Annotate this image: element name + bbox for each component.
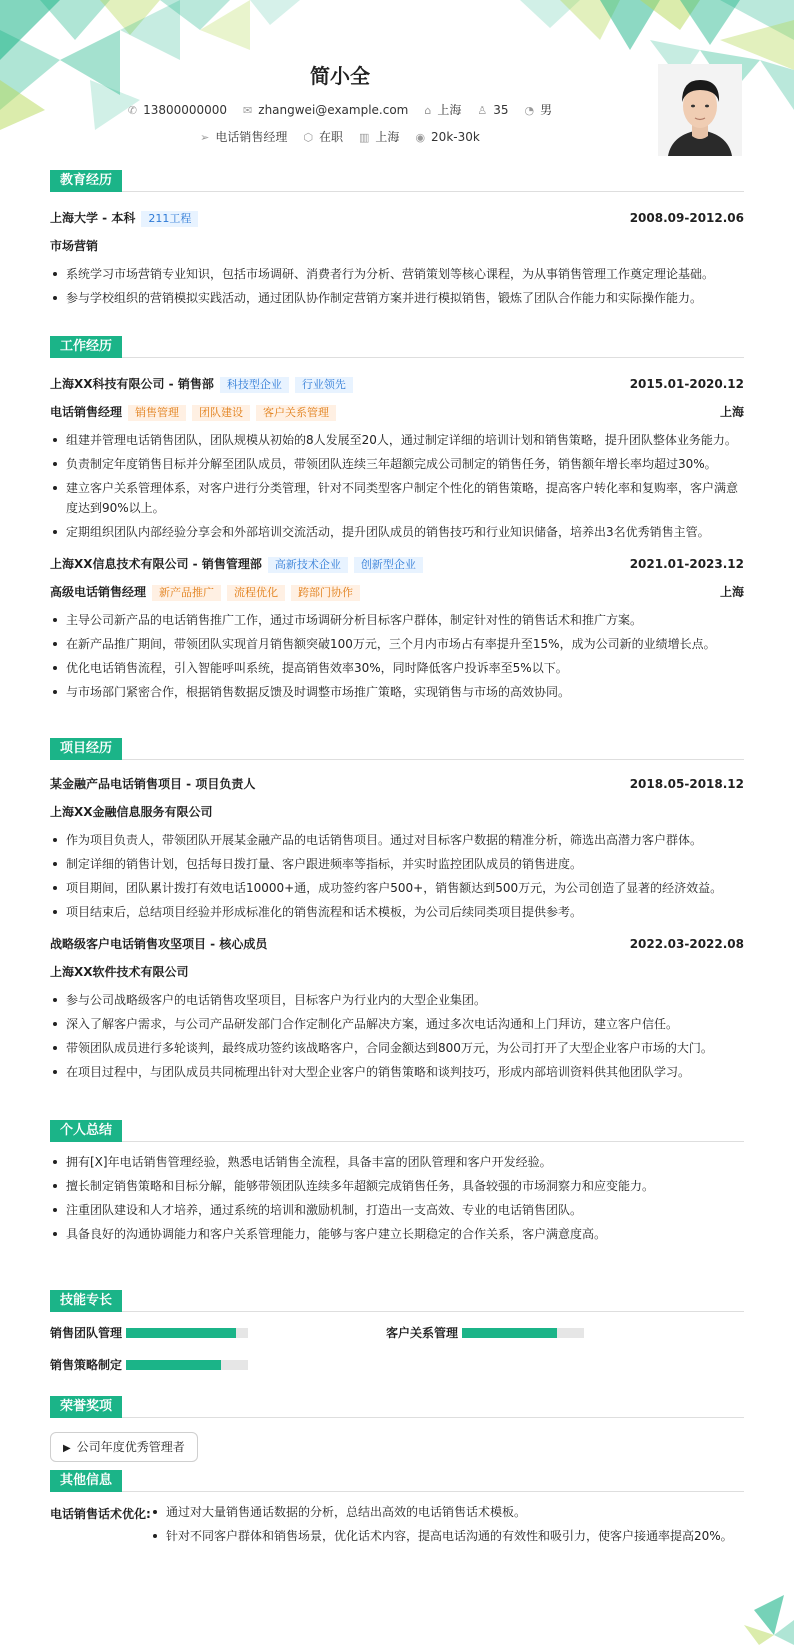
bullet-item: 系统学习市场营销专业知识，包括市场调研、消费者行为分析、营销策划等核心课程，为从事销售管理工作奠定理论基础。 — [50, 264, 744, 284]
skill-bar-fill — [126, 1360, 221, 1370]
job-title: 高级电话销售经理 — [50, 585, 147, 599]
header-item-text: 上海 — [375, 130, 400, 144]
job-role-row — [50, 398, 744, 426]
skill-tag: 销售管理 — [128, 405, 186, 421]
project-section — [50, 738, 744, 1086]
home-icon: ⌂ — [424, 104, 432, 117]
skill-tag: 流程优化 — [227, 585, 285, 601]
company-tag: 高新技术企业 — [268, 557, 348, 573]
job-header — [50, 550, 744, 578]
award-item[interactable] — [50, 1432, 198, 1462]
section-title-summary: 个人总结 — [50, 1120, 122, 1142]
header-item-text: 35 — [493, 103, 509, 117]
bullet-item: 项目结束后，总结项目经验并形成标准化的销售流程和话术模板，为公司后续同类项目提供参考。 — [50, 902, 744, 922]
major — [50, 232, 744, 260]
resume-header — [0, 0, 794, 160]
company-tag: 科技型企业 — [220, 377, 289, 393]
play-icon: ▶ — [63, 1443, 71, 1454]
salary-icon: ◉ — [415, 131, 426, 144]
project-list — [50, 770, 744, 1082]
age-icon: ♙ — [477, 104, 488, 117]
bullet-item: 作为项目负责人，带领团队开展某金融产品的电话销售项目。通过对目标客户数据的精准分析，筛选出高潜力客户群体。 — [50, 830, 744, 850]
header-item — [128, 103, 227, 117]
school-tag: 211工程 — [141, 211, 198, 227]
awards-section — [50, 1396, 744, 1462]
project-company: 上海XX软件技术有限公司 — [50, 965, 189, 979]
section-title-projects: 项目经历 — [50, 738, 122, 760]
gender-icon: ◔ — [524, 104, 535, 117]
job-header — [50, 370, 744, 398]
avatar — [658, 64, 742, 156]
section-title-education: 教育经历 — [50, 170, 122, 192]
send-icon: ➢ — [200, 131, 210, 144]
company-name: 上海XX科技有限公司 - 销售部 — [50, 377, 214, 391]
section-title-other: 其他信息 — [50, 1470, 122, 1492]
other-section — [50, 1470, 744, 1550]
skill-bar — [126, 1328, 248, 1338]
header-item-text: 电话销售经理 — [215, 130, 288, 144]
skill-tag: 跨部门协作 — [291, 585, 360, 601]
award-name: 公司年度优秀管理者 — [76, 1440, 185, 1454]
project-company: 上海XX金融信息服务有限公司 — [50, 805, 213, 819]
project-name: 某金融产品电话销售项目 - 项目负责人 — [50, 777, 256, 791]
company-tag: 行业领先 — [295, 377, 353, 393]
bullet-item: 在新产品推广期间，带领团队实现首月销售额突破100万元，三个月内市场占有率提升至15%，成为公司新的业绩增长点。 — [50, 634, 744, 654]
bullet-item: 带领团队成员进行多轮谈判，最终成功签约该战略客户，合同金额达到800万元，为公司打开了大型企业客户市场的大门。 — [50, 1038, 744, 1058]
header-item-text: 在职 — [319, 130, 344, 144]
job-bullets — [50, 430, 744, 542]
job-title: 电话销售经理 — [50, 405, 123, 419]
bullet-item: 在项目过程中，与团队成员共同梳理出针对大型企业客户的销售策略和谈判技巧，形成内部培训资料供其他团队学习。 — [50, 1062, 744, 1082]
bullet-item: 参与学校组织的营销模拟实践活动，通过团队协作制定营销方案并进行模拟销售，锻炼了团队合作能力和实际操作能力。 — [50, 288, 744, 308]
building-icon: ▥ — [359, 131, 370, 144]
skill-bar — [126, 1360, 248, 1370]
header-item-text: 20k-30k — [431, 130, 480, 144]
project-bullets — [50, 990, 744, 1082]
project-header — [50, 770, 744, 798]
job-role-row — [50, 578, 744, 606]
section-title-awards: 荣誉奖项 — [50, 1396, 122, 1418]
other-item — [50, 1502, 744, 1546]
status-icon: ⬡ — [303, 131, 313, 144]
skill-tag: 团队建设 — [192, 405, 250, 421]
header-item — [477, 103, 508, 117]
work-list — [50, 370, 744, 702]
education-bullets — [50, 264, 744, 308]
job-city: 上海 — [719, 405, 744, 419]
email-icon: ✉ — [243, 104, 253, 117]
header-item — [525, 101, 553, 118]
candidate-name: 简小全 — [310, 64, 370, 88]
skill-name: 销售策略制定 — [50, 1358, 123, 1372]
project-date: 2018.05-2018.12 — [629, 777, 744, 791]
other-label: 电话销售话术优化: — [50, 1507, 151, 1521]
bullet-item: 参与公司战略级客户的电话销售攻坚项目，目标客户为行业内的大型企业集团。 — [50, 990, 744, 1010]
job-intent-row — [0, 128, 680, 145]
job-bullets — [50, 610, 744, 702]
header-item — [243, 103, 408, 117]
skill-bar-fill — [462, 1328, 557, 1338]
skill-bar-fill — [126, 1328, 236, 1338]
footer-decoration — [734, 1585, 794, 1645]
bullet-item: 针对不同客户群体和销售场景，优化话术内容，提高电话沟通的有效性和吸引力，使客户接通率提高20%。 — [150, 1526, 744, 1546]
contact-row — [0, 101, 680, 118]
header-item — [424, 101, 461, 118]
education-entry-header — [50, 204, 744, 232]
job-city: 上海 — [719, 585, 744, 599]
major-name: 市场营销 — [50, 239, 99, 253]
skill-tag: 客户关系管理 — [256, 405, 336, 421]
education-section — [50, 170, 744, 312]
bullet-item: 负责制定年度销售目标并分解至团队成员，带领团队连续三年超额完成公司制定的销售任务，销售额年增长率均超过30%。 — [50, 454, 744, 474]
bullet-item: 注重团队建设和人才培养，通过系统的培训和激励机制，打造出一支高效、专业的电话销售团队。 — [50, 1200, 744, 1220]
project-name: 战略级客户电话销售攻坚项目 - 核心成员 — [50, 937, 268, 951]
work-section — [50, 336, 744, 706]
project-bullets — [50, 830, 744, 922]
bullet-item: 优化电话销售流程，引入智能呼叫系统，提高销售效率30%，同时降低客户投诉率至5%以下。 — [50, 658, 744, 678]
header-item — [415, 130, 479, 144]
skill-bar — [462, 1328, 584, 1338]
bullet-item: 主导公司新产品的电话销售推广工作，通过市场调研分析目标客户群体，制定针对性的销售话术和推广方案。 — [50, 610, 744, 630]
bullet-item: 通过对大量销售通话数据的分析，总结出高效的电话销售话术模板。 — [150, 1502, 744, 1522]
bullet-item: 拥有[X]年电话销售管理经验，熟悉电话销售全流程，具备丰富的团队管理和客户开发经验。 — [50, 1152, 744, 1172]
header-item-text: zhangwei@example.com — [258, 103, 409, 117]
project-company-row — [50, 958, 744, 986]
header-item-text: 上海 — [437, 103, 462, 117]
bullet-item: 定期组织团队内部经验分享会和外部培训交流活动，提升团队成员的销售技巧和行业知识储备，培养出3名优秀销售主管。 — [50, 522, 744, 542]
project-company-row — [50, 798, 744, 826]
summary-bullets — [50, 1152, 744, 1244]
bullet-item: 具备良好的沟通协调能力和客户关系管理能力，能够与客户建立长期稳定的合作关系，客户满意度高。 — [50, 1224, 744, 1244]
job-date: 2021.01-2023.12 — [629, 557, 744, 571]
bullet-item: 与市场部门紧密合作，根据销售数据反馈及时调整市场推广策略，实现销售与市场的高效协同。 — [50, 682, 744, 702]
bullet-item: 制定详细的销售计划，包括每日拨打量、客户跟进频率等指标，并实时监控团队成员的销售进度。 — [50, 854, 744, 874]
section-title-skills: 技能专长 — [50, 1290, 122, 1312]
summary-section — [50, 1120, 744, 1248]
phone-icon: ✆ — [127, 104, 138, 117]
bullet-item: 擅长制定销售策略和目标分解，能够带领团队连续多年超额完成销售任务，具备较强的市场洞察力和应变能力。 — [50, 1176, 744, 1196]
bullet-item: 组建并管理电话销售团队，团队规模从初始的8人发展至20人，通过制定详细的培训计划和销售策略，提升团队整体业务能力。 — [50, 430, 744, 450]
bullet-item: 项目期间，团队累计拨打有效电话10000+通，成功签约客户500+，销售额达到500万元，为公司创造了显著的经济效益。 — [50, 878, 744, 898]
project-date: 2022.03-2022.08 — [629, 937, 744, 951]
skill-name: 销售团队管理 — [50, 1326, 123, 1340]
school-name: 上海大学 - 本科 — [50, 211, 136, 225]
other-bullets — [150, 1502, 744, 1546]
award-list — [50, 1432, 744, 1462]
section-title-work: 工作经历 — [50, 336, 122, 358]
header-item-text: 13800000000 — [143, 103, 228, 117]
header-item — [303, 128, 343, 145]
company-tag: 创新型企业 — [354, 557, 423, 573]
company-name: 上海XX信息技术有限公司 - 销售管理部 — [50, 557, 262, 571]
education-date: 2008.09-2012.06 — [629, 211, 744, 225]
bullet-item: 深入了解客户需求，与公司产品研发部门合作定制化产品解决方案，通过多次电话沟通和上门拜访，建立客户信任。 — [50, 1014, 744, 1034]
job-date: 2015.01-2020.12 — [629, 377, 744, 391]
header-item — [359, 128, 399, 145]
bullet-item: 建立客户关系管理体系，对客户进行分类管理，针对不同类型客户制定个性化的销售策略，提高客户转化率和复购率，客户满意度达到90%以上。 — [50, 478, 744, 518]
project-header — [50, 930, 744, 958]
skill-name: 客户关系管理 — [386, 1326, 459, 1340]
skill-tag: 新产品推广 — [152, 585, 221, 601]
skills-section — [50, 1290, 744, 1380]
header-item — [200, 128, 287, 145]
header-item-text: 男 — [540, 103, 553, 117]
